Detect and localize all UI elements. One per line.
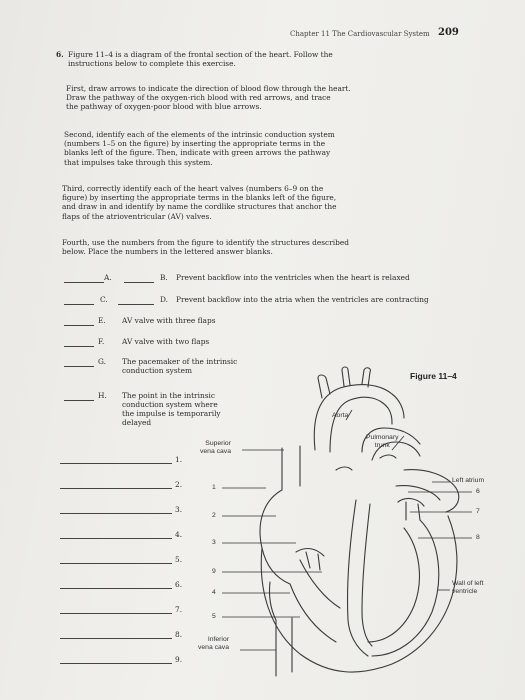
third-line: figure) by inserting the appropriate terms in the blanks left of the figure, [62, 193, 337, 203]
numbered-label-5: 5. [175, 555, 183, 564]
third-line: Third, correctly identify each of the heart valves (numbers 6–9 on the [62, 184, 324, 193]
label-line: ventricle [452, 588, 478, 595]
question-text-e: AV valve with three flaps [122, 316, 216, 325]
label-aorta: Aorta [332, 412, 349, 419]
mitral-valve [398, 499, 424, 520]
tricuspid-valve [296, 549, 324, 570]
right-atrium [260, 490, 290, 584]
second-line: blanks left of the figure. Then, indicate with green arrows the pathway [64, 148, 331, 158]
numbered-label-1: 1. [175, 455, 183, 464]
fourth-line: Fourth, use the numbers from the figure to identify the structures described [62, 238, 349, 247]
label-line: Superior [205, 440, 231, 447]
question-text-line: The point in the intrinsic [122, 391, 216, 400]
left-atrium [404, 470, 459, 512]
label-superior-vena-cava [200, 440, 231, 456]
second-line: (numbers 1–5 on the figure) by inserting the appropriate terms in the [64, 139, 326, 149]
first-line: the pathway of oxygen-poor blood with blue arrows. [66, 102, 262, 112]
label-line: vena cava [198, 644, 229, 651]
intro-line: Figure 11–4 is a diagram of the frontal section of the heart. Follow the [68, 50, 333, 59]
numbered-label-8: 8. [175, 630, 183, 639]
label-wall-left-ventricle [452, 580, 483, 596]
question-letter-a: A. [104, 273, 112, 282]
diagram-number-2: 2 [212, 512, 216, 519]
question-letter-e: E. [98, 316, 106, 325]
pulmonary-valve [380, 455, 396, 458]
label-pulmonary-trunk [366, 434, 399, 450]
label-inferior-vena-cava [198, 636, 229, 652]
left-ventricle-inner [368, 528, 419, 642]
question-letter-h: H. [98, 391, 107, 400]
fourth-line: below. Place the numbers in the lettered answer blanks. [62, 247, 273, 257]
aortic-valve [336, 467, 352, 470]
page-number: 209 [438, 27, 459, 38]
exercise-number: 6. [56, 50, 64, 59]
diagram-number-7: 7 [476, 508, 480, 515]
label-line: vena cava [200, 448, 231, 455]
septum-inner [362, 504, 372, 646]
question-letter-b: B. [160, 273, 168, 282]
diagram-number-1: 1 [212, 484, 216, 491]
numbered-label-6: 6. [175, 580, 183, 589]
chapter-header: Chapter 11 The Cardiovascular System [290, 30, 430, 38]
first-line: Draw the pathway of the oxygen-rich blood with red arrows, and trace [66, 93, 331, 103]
diagram-number-8: 8 [476, 534, 480, 541]
numbered-label-7: 7. [175, 605, 183, 614]
numbered-label-4: 4. [175, 530, 183, 539]
diagram-number-6: 6 [476, 488, 480, 495]
left-atrium-inner [396, 486, 440, 500]
label-line: Pulmonary [366, 434, 399, 441]
intro-line: instructions below to complete this exercise. [68, 59, 236, 69]
question-text-f: AV valve with two flaps [122, 337, 210, 346]
question-letter-f: F. [98, 337, 105, 346]
numbered-label-2: 2. [175, 480, 183, 489]
label-left-atrium: Left atrium [452, 477, 485, 484]
question-text-line: The pacemaker of the intrinsic [122, 357, 238, 366]
label-line: Wall of left [452, 580, 484, 587]
third-line: flaps of the atrioventricular (AV) valves. [62, 211, 212, 221]
question-text-line: delayed [122, 418, 152, 427]
question-text-d: Prevent backflow into the atria when the ventricles are contracting [176, 295, 429, 304]
second-line: Second, identify each of the elements of the intrinsic conduction system [64, 130, 335, 139]
question-text-line: the impulse is temporarily [122, 409, 221, 418]
question-text-line: conduction system [122, 366, 192, 375]
diagram-number-3: 3 [212, 539, 216, 546]
question-text-b: Prevent backflow into the ventricles when the heart is relaxed [176, 273, 410, 282]
second-line: that impulses take through this system. [64, 157, 213, 167]
right-ventricle-wall [290, 584, 336, 642]
question-letter-g: G. [98, 357, 106, 366]
diagram-number-4: 4 [212, 589, 216, 596]
third-line: and draw in and identify by name the cordlike structures that anchor the [62, 202, 337, 212]
question-letter-c: C. [100, 295, 108, 304]
left-common-carotid [342, 367, 350, 386]
numbered-label-9: 9. [175, 655, 183, 664]
figure-title: Figure 11–4 [410, 371, 457, 381]
first-line: First, draw arrows to indicate the direction of blood flow through the heart. [66, 84, 351, 93]
label-line: Inferior [207, 636, 229, 643]
diagram-number-9: 9 [212, 568, 216, 575]
numbered-label-3: 3. [175, 505, 183, 514]
diagram-number-5: 5 [212, 613, 216, 620]
left-ventricle-wall [372, 520, 439, 656]
label-line: trunk [374, 442, 390, 449]
question-letter-d: D. [160, 295, 169, 304]
question-text-line: conduction system where [122, 400, 218, 409]
